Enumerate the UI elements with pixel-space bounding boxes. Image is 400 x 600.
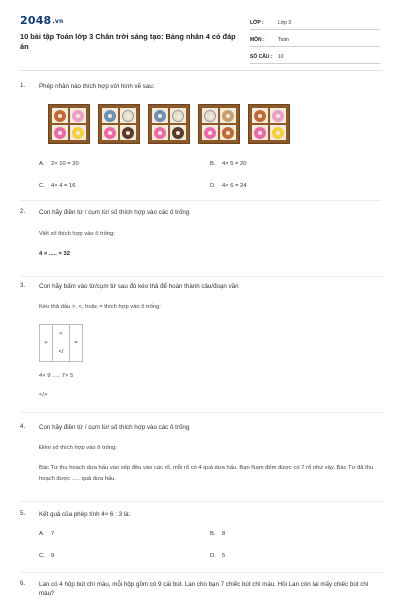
- donut-box-icon: [148, 104, 190, 144]
- option-label: C.: [39, 183, 45, 189]
- option-a[interactable]: [39, 531, 54, 537]
- option-c[interactable]: [39, 553, 54, 559]
- logo-main: 2048: [20, 14, 52, 27]
- option-label: C.: [39, 553, 45, 559]
- fill-blank-equation[interactable]: 4 × ..... = 32: [39, 251, 70, 257]
- question-instruction: Điền số thích hợp vào ô trống:: [39, 445, 117, 451]
- question-passage[interactable]: Bác Tư thu hoạch dưa hấu vào xếp đều vào các rổ, mỗi rổ có 4 quả dưa hấu. Bạn Nam đếm được có 7 rổ như vậy. Bác Tư đã thu hoạch được ..... quả dưa hấu.: [39, 465, 374, 482]
- question-divider: [20, 412, 382, 413]
- option-label: A.: [39, 531, 45, 537]
- drag-choices-table: [39, 324, 83, 362]
- document-title: 10 bài tập Toán lớp 3 Chân trời sáng tạo: Bảng nhân 4 có đáp án: [20, 32, 236, 51]
- option-text: 4× 4 = 16: [51, 183, 76, 189]
- drag-choice-less[interactable]: <: [53, 325, 70, 344]
- question-text: Phép nhân nào thích hợp với hình vẽ sau:: [39, 83, 155, 90]
- question-number: 4.: [20, 423, 26, 430]
- option-text: 2× 10 = 20: [51, 161, 79, 167]
- meta-row-subject: [250, 33, 380, 47]
- question-number: 1.: [20, 82, 26, 89]
- meta-row-count: [250, 50, 380, 64]
- option-text: 4× 5 = 20: [222, 161, 247, 167]
- meta-box: [250, 16, 380, 67]
- donut-image-row: [48, 104, 348, 144]
- question-number: 5.: [20, 510, 26, 517]
- option-label: B.: [210, 531, 216, 537]
- meta-label: SỐ CÂU :: [250, 53, 273, 60]
- question-text: Con hãy điền từ / cụm từ/ số thích hợp vào các ô trống: [39, 209, 190, 216]
- meta-label: MÔN :: [250, 36, 265, 43]
- drag-choice-extra[interactable]: </: [53, 343, 70, 362]
- question-3: [20, 282, 382, 412]
- question-6: [20, 580, 382, 600]
- drag-extra-text: </>: [39, 392, 48, 398]
- option-label: A.: [39, 161, 45, 167]
- meta-value: Lớp 3: [278, 19, 292, 26]
- donut-box-icon: [98, 104, 140, 144]
- drag-choice-equal[interactable]: =: [70, 325, 83, 362]
- question-text: Kết quả của phép tính 4× 6 : 3 là:: [39, 511, 131, 518]
- question-divider: [20, 276, 382, 277]
- donut-box-icon: [248, 104, 290, 144]
- question-divider: [20, 501, 382, 502]
- question-5: [20, 510, 382, 572]
- meta-row-grade: [250, 16, 380, 30]
- option-text: 7: [51, 531, 55, 537]
- donut-box-icon: [198, 104, 240, 144]
- meta-value: Toán: [278, 36, 289, 43]
- meta-value: 10: [278, 53, 284, 60]
- option-label: B.: [210, 161, 216, 167]
- question-text: Con hãy bấm vào từ/cụm từ sau đó kéo thả để hoàn thành câu/đoạn văn: [39, 283, 239, 290]
- option-text: 5: [222, 553, 226, 559]
- question-4: [20, 423, 382, 501]
- document-header: [20, 14, 382, 60]
- option-d[interactable]: [210, 183, 247, 189]
- donut-box-icon: [48, 104, 90, 144]
- meta-label: LỚP :: [250, 19, 264, 26]
- question-text: Lan có 4 hộp bút chì màu, mỗi hộp gồm có 9 cái bút. Lan cho bạn 7 chiếc bút chì màu. Hỏi Lan còn lại mấy chiếc bút chì màu?: [39, 581, 369, 597]
- option-a[interactable]: [39, 161, 79, 167]
- option-label: D.: [210, 553, 216, 559]
- question-number: 3.: [20, 282, 26, 289]
- question-2: [20, 208, 382, 276]
- question-number: 6.: [20, 580, 26, 587]
- option-text: 9: [51, 553, 55, 559]
- site-logo[interactable]: [20, 14, 63, 27]
- option-label: D.: [210, 183, 216, 189]
- header-divider: [20, 70, 382, 71]
- option-c[interactable]: [39, 183, 76, 189]
- question-instruction: Kéo thả dấu >, <, hoặc = thích hợp vào ô trống:: [39, 304, 161, 310]
- question-instruction: Viết số thích hợp vào ô trống:: [39, 231, 115, 237]
- option-b[interactable]: [210, 161, 247, 167]
- question-1: [20, 82, 382, 200]
- option-b[interactable]: [210, 531, 225, 537]
- question-text: Con hãy điền từ / cụm từ/ số thích hợp vào các ô trống: [39, 424, 190, 431]
- question-divider: [20, 200, 382, 201]
- question-number: 2.: [20, 208, 26, 215]
- option-text: 4× 6 = 24: [222, 183, 247, 189]
- drag-choice-greater[interactable]: >: [40, 325, 53, 362]
- question-divider: [20, 572, 382, 573]
- option-d[interactable]: [210, 553, 225, 559]
- option-text: 8: [222, 531, 226, 537]
- comparison-expression[interactable]: 4× 9 ..... 7× 5: [39, 373, 74, 379]
- logo-suffix: .vn: [52, 18, 64, 25]
